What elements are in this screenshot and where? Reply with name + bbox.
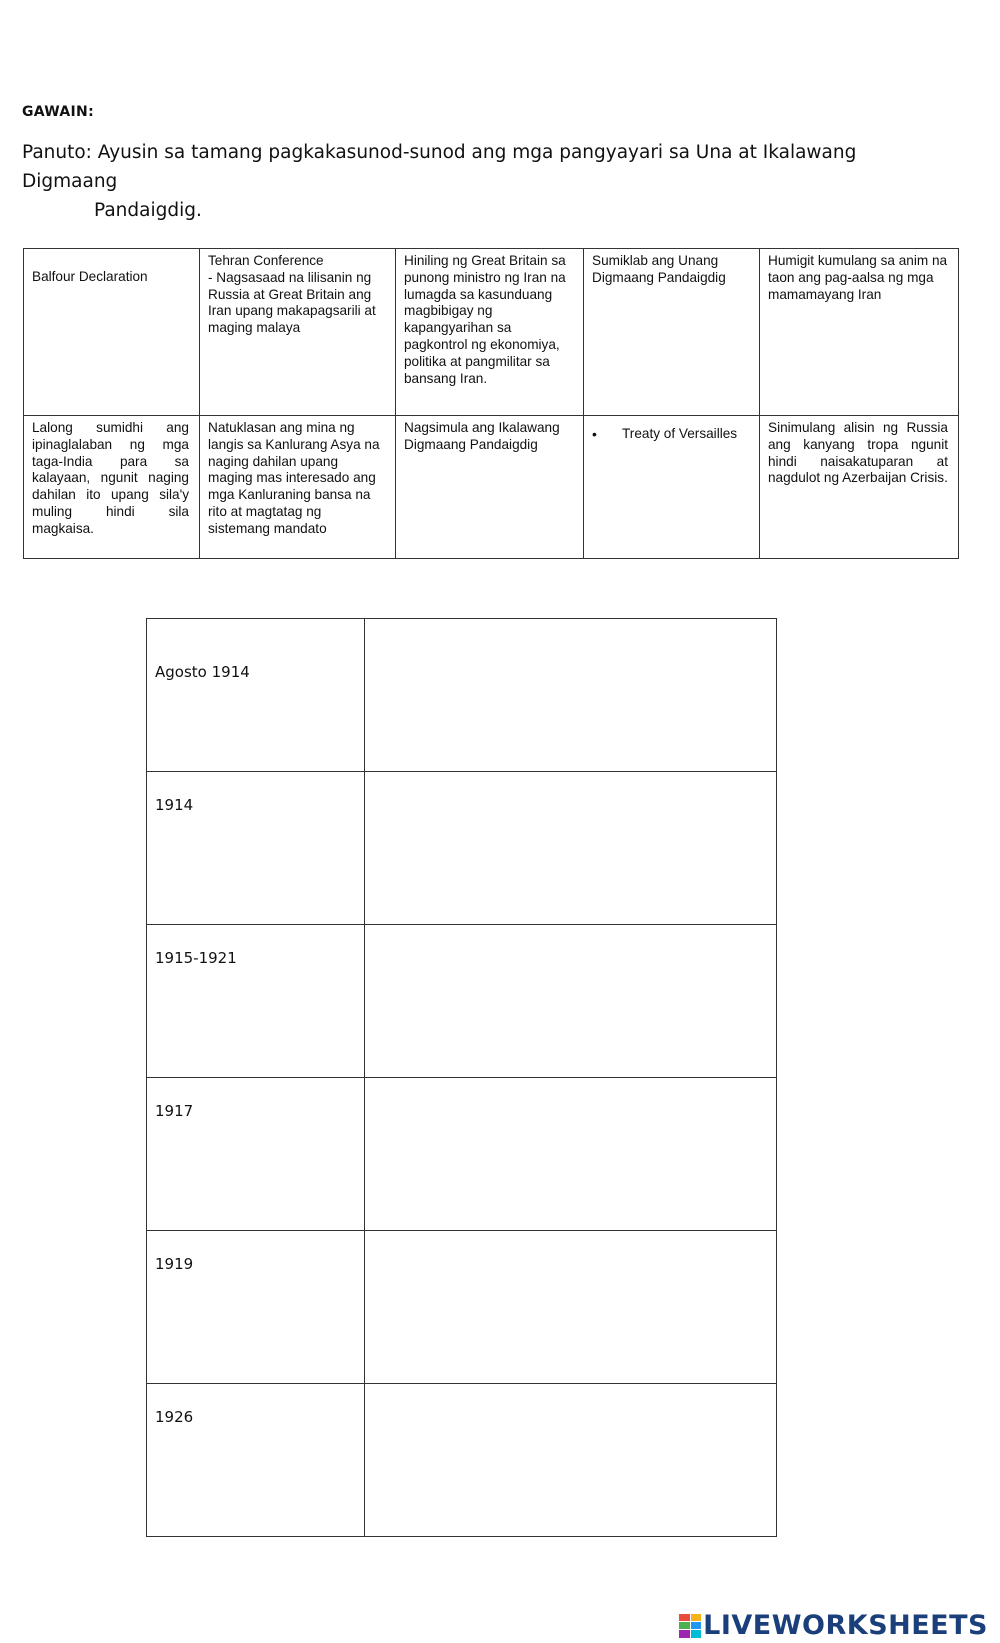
choice-tehran-conference[interactable]: Tehran Conference - Nagsasaad na lilisanin ng Russia at Great Britain ang Iran upang makapagsarili at maging malaya — [200, 249, 396, 416]
choices-table — [23, 248, 959, 559]
choice-great-britain-request[interactable]: Hiniling ng Great Britain sa punong ministro ng Iran na lumagda sa kasunduang magbibigay ng kapangyarihan sa pagkontrol ng ekonomiya, politika at pangmilitar sa bansang Iran. — [396, 249, 584, 416]
timeline-row — [147, 1231, 777, 1384]
timeline-date: 1915-1921 — [147, 925, 365, 1078]
timeline-answer-slot[interactable] — [365, 1231, 777, 1384]
timeline-answer-slot[interactable] — [365, 772, 777, 925]
timeline-date: 1926 — [147, 1384, 365, 1537]
liveworksheets-logo-icon — [679, 1614, 701, 1638]
instructions-line-1: Panuto: Ayusin sa tamang pagkakasunod-sunod ang mga pangyayari sa Una at Ikalawang Digmaang — [22, 142, 857, 192]
choice-oil-discovery[interactable]: Natuklasan ang mina ng langis sa Kanlurang Asya na naging dahilan upang maging mas interesado ang mga Kanluraning bansa na rito at magtatag ng sistemang mandato — [200, 416, 396, 559]
timeline-answer-slot[interactable] — [365, 1384, 777, 1537]
timeline-date: 1917 — [147, 1078, 365, 1231]
timeline-row — [147, 619, 777, 772]
choice-iran-uprising[interactable]: Humigit kumulang sa anim na taon ang pag-aalsa ng mga mamamayang Iran — [760, 249, 959, 416]
choice-treaty-label: Treaty of Versailles — [622, 426, 738, 441]
choice-ww1-outbreak[interactable]: Sumiklab ang Unang Digmaang Pandaigdig — [584, 249, 760, 416]
timeline-date: 1914 — [147, 772, 365, 925]
instructions — [22, 138, 892, 225]
choice-ww2-start[interactable]: Nagsimula ang Ikalawang Digmaang Pandaigdig — [396, 416, 584, 559]
brand-name: LIVEWORKSHEETS — [703, 1610, 988, 1641]
bullet-icon: • — [592, 426, 597, 442]
timeline-row — [147, 772, 777, 925]
timeline-row — [147, 1078, 777, 1231]
choice-azerbaijan-crisis[interactable]: Sinimulang alisin ng Russia ang kanyang tropa ngunit hindi naisakatuparan at nagdulot ng Azerbaijan Crisis. — [760, 416, 959, 559]
instructions-line-2: Pandaigdig. — [94, 200, 202, 221]
choice-balfour-declaration[interactable]: Balfour Declaration — [24, 249, 200, 416]
timeline-date: Agosto 1914 — [147, 619, 365, 772]
choices-row-2 — [24, 416, 959, 559]
choices-row-1 — [24, 249, 959, 416]
activity-heading: GAWAIN: — [22, 104, 94, 120]
liveworksheets-brand — [679, 1610, 988, 1641]
timeline-row — [147, 925, 777, 1078]
timeline-answer-slot[interactable] — [365, 619, 777, 772]
choice-india-independence[interactable]: Lalong sumidhi ang ipinaglalaban ng mga taga-India para sa kalayaan, ngunit naging dahilan ito upang sila'y muling hindi sila magkaisa. — [24, 416, 200, 559]
timeline-answer-slot[interactable] — [365, 925, 777, 1078]
choice-treaty-of-versailles[interactable] — [584, 416, 760, 559]
timeline-answer-slot[interactable] — [365, 1078, 777, 1231]
timeline-row — [147, 1384, 777, 1537]
timeline-table — [146, 618, 777, 1537]
timeline-date: 1919 — [147, 1231, 365, 1384]
